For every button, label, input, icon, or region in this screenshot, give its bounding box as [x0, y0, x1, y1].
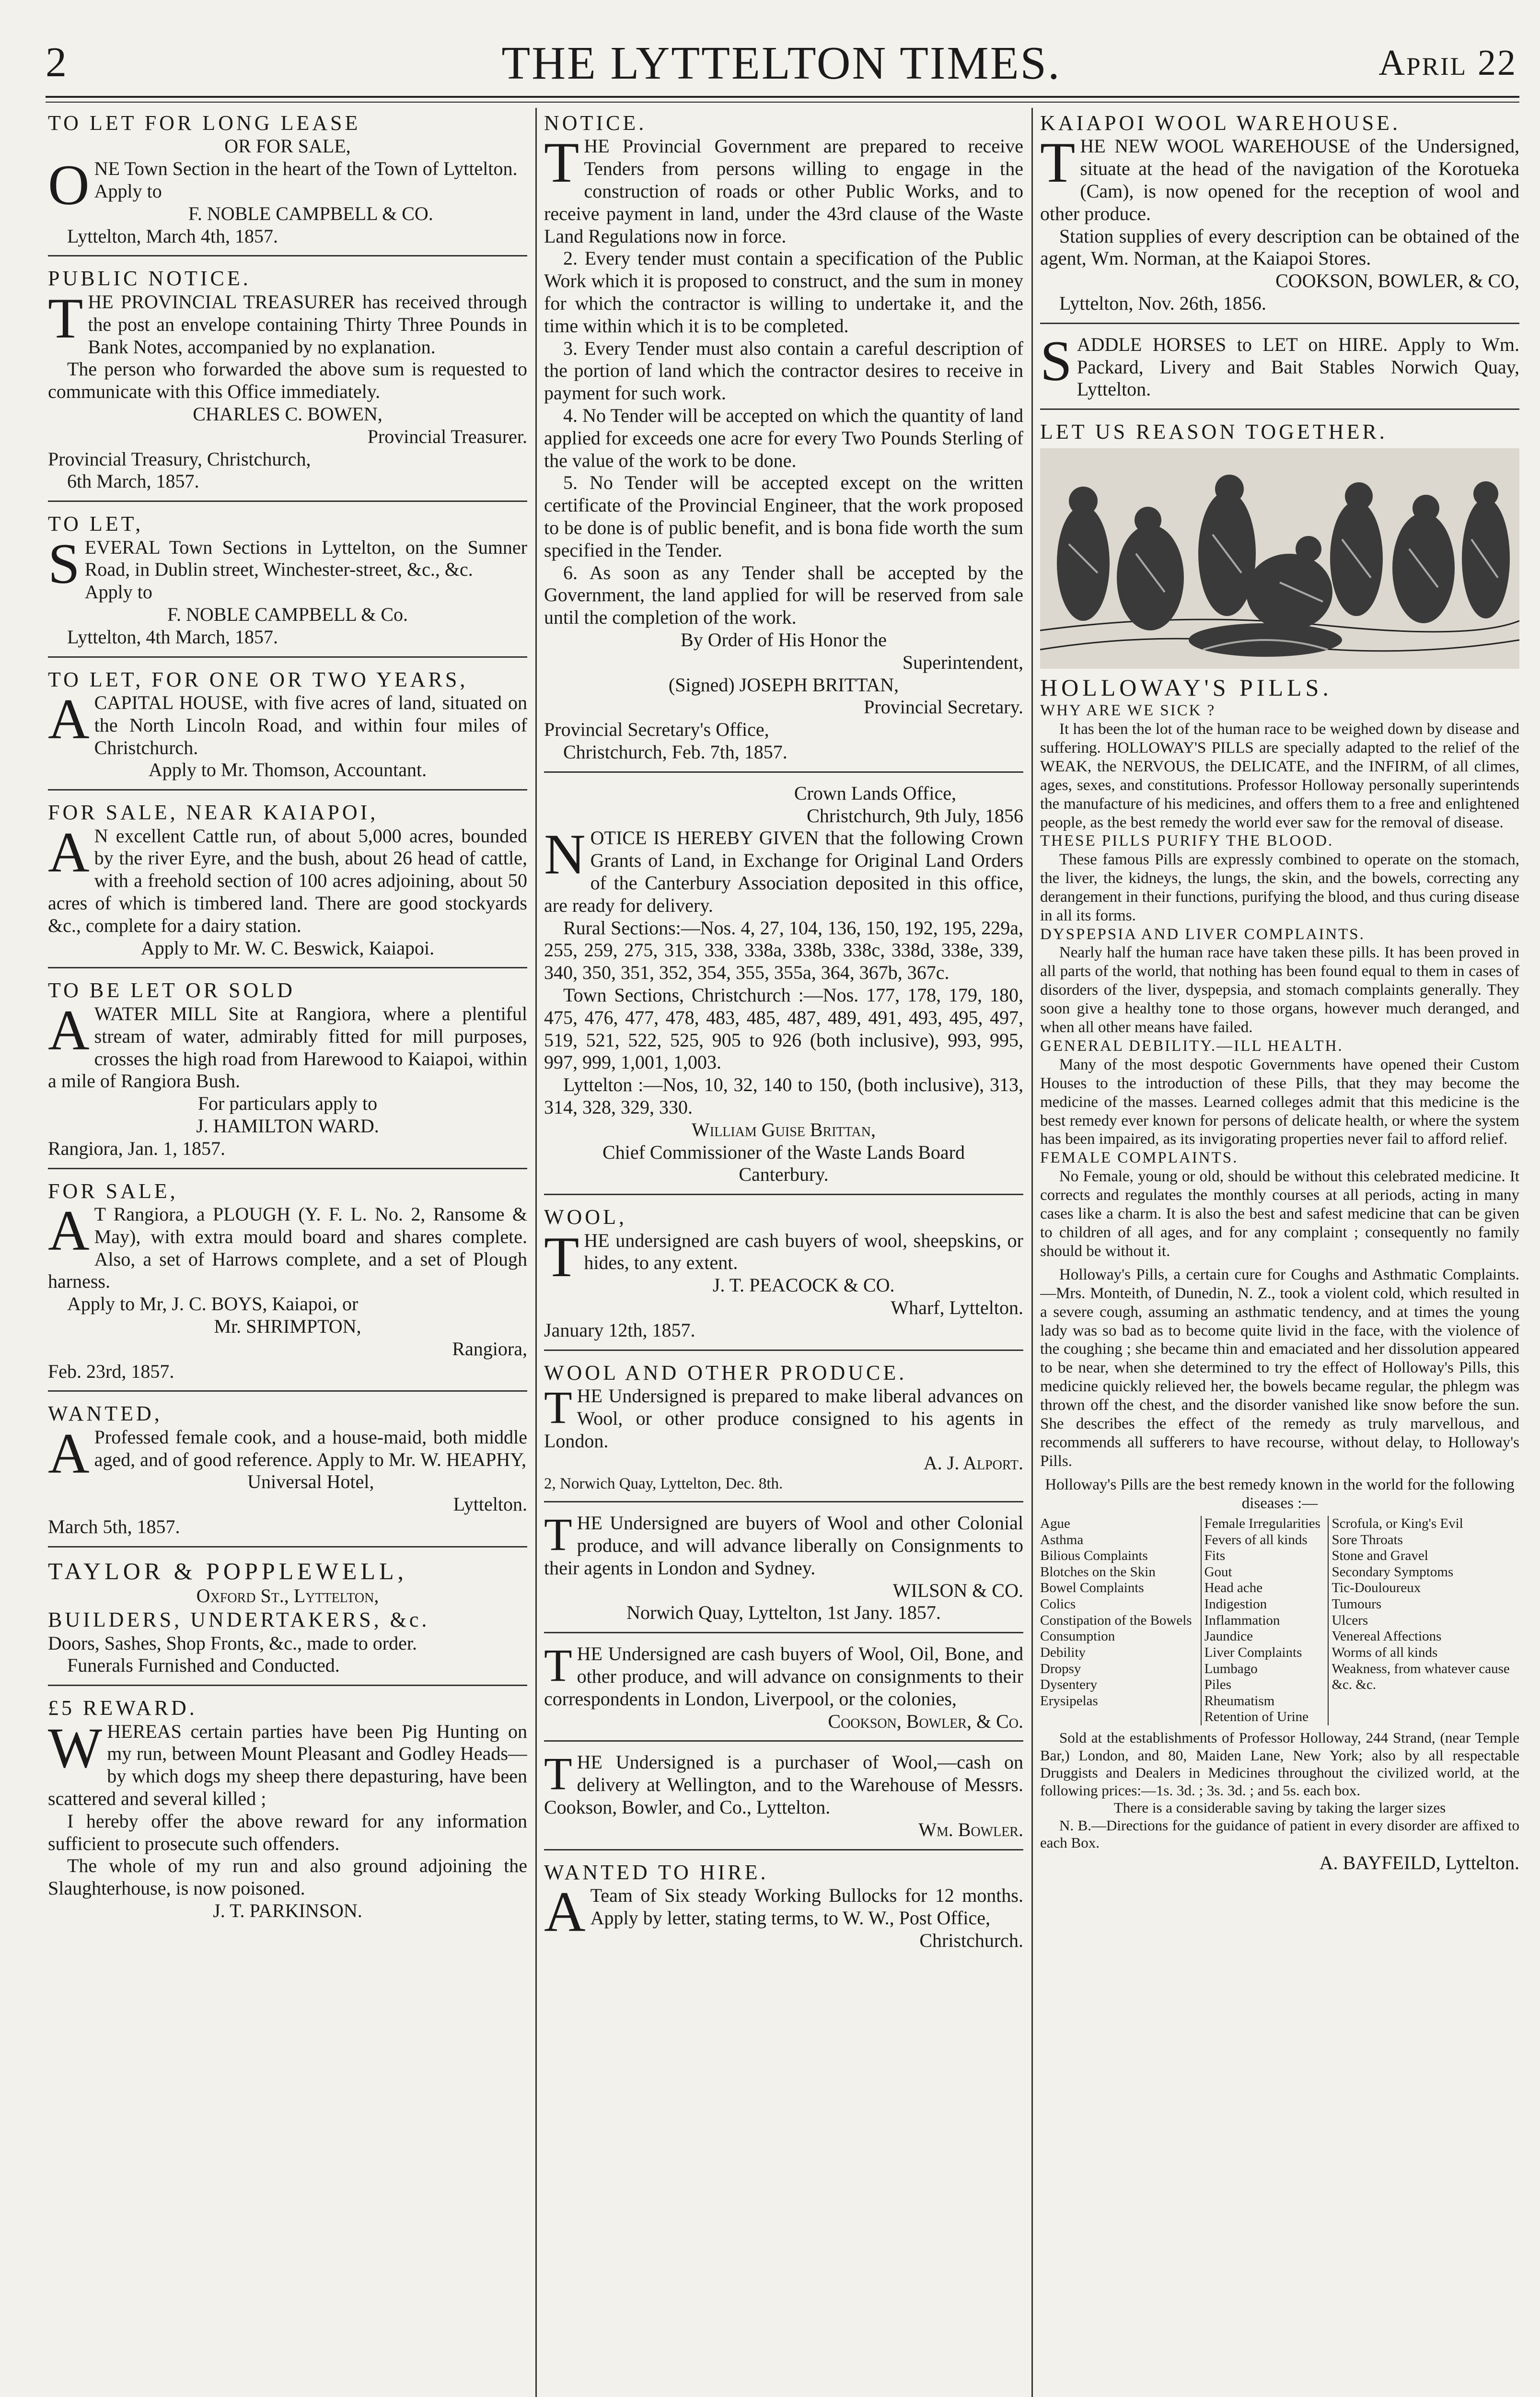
ad-signature: (Signed) JOSEPH BRITTAN,	[668, 674, 899, 696]
ad-heading: WOOL,	[544, 1205, 627, 1229]
ad-public-notice	[48, 263, 527, 502]
ad-date: 6th March, 1857.	[67, 470, 199, 492]
ad-heading: WANTED,	[48, 1402, 162, 1426]
ad-reward	[48, 1693, 527, 1930]
column-3	[1040, 108, 1519, 2397]
disease-item: Constipation of the Bowels	[1040, 1612, 1192, 1628]
ad-signature: Christchurch.	[919, 1929, 1023, 1951]
ad-subheading: OR FOR SALE,	[224, 135, 351, 157]
ad-signature: J. T. PARKINSON.	[213, 1900, 362, 1921]
drop-cap: O	[48, 153, 90, 217]
sold-at-text: Sold at the establishments of Professor Holloway, 244 Strand, (near Temple Bar,) London, and 80, Maiden Lane, New York; also by all respectable Druggists and Dealers in Medicines throughout the civilized world, at the following prices:—1s. 3d. ; 3s. 3d. ; and 5s. each box.	[1040, 1729, 1519, 1799]
ad-cattle-run	[48, 797, 527, 968]
ad-signature: A. BAYFEILD, Lyttelton.	[1319, 1852, 1519, 1874]
ad-clause-2: 2. Every tender must contain a specification of the Public Work which it is proposed to construct, and the sum in money for which the contractor is willing to undertake it, and the time within which it is to be completed.	[544, 247, 1023, 337]
ad-date: Norwich Quay, Lyttelton, 1st Jany. 1857.	[626, 1602, 941, 1624]
ad-crown-lands	[544, 780, 1023, 1195]
disease-item: Consumption	[1040, 1629, 1115, 1644]
disease-item: Indigestion	[1204, 1596, 1267, 1612]
ad-long-lease	[48, 108, 527, 256]
ad-tenders-notice	[544, 108, 1023, 773]
disease-item: Head ache	[1204, 1580, 1263, 1596]
ad-heading: FOR SALE,	[48, 1179, 178, 1203]
ad-wanted-cook	[48, 1398, 527, 1547]
disease-item: Worms of all kinds	[1332, 1644, 1438, 1660]
ad-signature-place: Canterbury.	[739, 1164, 829, 1186]
ad-body: THE NEW WOOL WAREHOUSE of the Undersigned, situate at the head of the navigation of the Korotueka (Cam), is now opened for the reception of wool and other produce.	[1040, 130, 1519, 224]
masthead-rule-thin	[46, 102, 1519, 103]
ad-heading: TO LET,	[48, 512, 144, 536]
ad-cookson-bowler	[544, 1640, 1023, 1742]
ad-body: THE undersigned are cash buyers of wool, sheepskins, or hides, to any extent.	[544, 1224, 1023, 1289]
diseases-column-3	[1328, 1516, 1519, 1725]
ad-date: January 12th, 1857.	[544, 1319, 695, 1341]
ad-date: Lyttelton, March 4th, 1857.	[67, 225, 278, 247]
ad-date: Christchurch, Feb. 7th, 1857.	[563, 741, 787, 763]
diseases-table	[1040, 1516, 1519, 1725]
disease-item: Venereal Affections	[1332, 1629, 1442, 1644]
ad-plough	[48, 1176, 527, 1392]
ad-heading: TO LET FOR LONG LEASE	[48, 111, 361, 135]
ad-signature: F. NOBLE CAMPBELL & Co.	[167, 603, 408, 625]
ad-body-2: I hereby offer the above reward for any information sufficient to prosecute such offenders.	[48, 1810, 527, 1854]
section-text: These famous Pills are expressly combined to operate on the stomach, the liver, the kidneys, the lungs, the skin, and the bowels, correcting any derangement in their functions, purifying the blood, and thus curing disease in all its forms.	[1040, 851, 1519, 924]
ad-kaiapoi-warehouse	[1040, 108, 1519, 324]
ad-body: Doors, Sashes, Shop Fronts, &c., made to order.	[48, 1632, 417, 1654]
ad-apply: For particulars apply to	[197, 1093, 378, 1115]
disease-item: Weakness, from whatever cause	[1332, 1661, 1510, 1676]
ad-holloways-pills	[1040, 417, 1519, 1882]
disease-item: Scrofula, or King's Evil	[1332, 1515, 1463, 1531]
masthead	[46, 34, 1517, 101]
ad-heading-2: HOLLOWAY'S PILLS.	[1040, 674, 1332, 701]
ad-trade: BUILDERS, UNDERTAKERS, &c.	[48, 1608, 430, 1632]
ad-clause-6: 6. As soon as any Tender shall be accepted by the Government, the land applied for will be reserved from sale until the completion of the work.	[544, 561, 1023, 628]
ad-signature: Cookson, Bowler, & Co.	[828, 1710, 1023, 1732]
ad-wool-produce	[544, 1358, 1023, 1503]
ad-apply: Apply to	[84, 581, 152, 603]
disease-item: Fevers of all kinds	[1204, 1532, 1308, 1548]
ad-taylor-popplewell	[48, 1554, 527, 1686]
ad-body: THE Undersigned is a purchaser of Wool,—cash on delivery at Wellington, and to the Warehouse of Messrs. Cookson, Bowler, and Co., Lyttelton.	[544, 1748, 1023, 1818]
column-rule-1	[535, 108, 537, 2397]
section-heading: THESE PILLS PURIFY THE BLOOD.	[1040, 832, 1334, 850]
disease-item: Piles	[1204, 1677, 1231, 1693]
ad-signature: J. T. PEACOCK & CO.	[712, 1274, 895, 1296]
ad-clause-5: 5. No Tender will be accepted except on the written certificate of the Provincial Engineer, that the work proposed to be done is of public benefit, and is bona fide worth the sum specified in the Tender.	[544, 472, 1023, 561]
disease-item: Liver Complaints	[1204, 1644, 1302, 1660]
ad-signature-title: Chief Commissioner of the Waste Lands Board	[602, 1141, 965, 1163]
section-heading: WHY ARE WE SICK ?	[1040, 702, 1216, 720]
disease-item: Rheumatism	[1204, 1693, 1275, 1709]
ad-body: SEVERAL Town Sections in Lyttelton, on the Sumner Road, in Dublin street, Winchester-street, &c., &c.	[48, 531, 527, 595]
ad-heading: LET US REASON TOGETHER.	[1040, 420, 1388, 444]
ad-body: ONE Town Section in the heart of the Town of Lyttelton.	[48, 153, 518, 217]
ad-heading: WOOL AND OTHER PRODUCE.	[544, 1361, 907, 1385]
ad-body-2: Funerals Furnished and Conducted.	[67, 1654, 340, 1676]
disease-item: Gout	[1204, 1564, 1232, 1580]
section-text: It has been the lot of the human race to be weighed down by disease and suffering. HOLLOWAY'S PILLS are specially adapted to the relief of the WEAK, the NERVOUS, the DELICATE, and the INFIRM, of all climes, ages, sexes, and constitutions. Professor Holloway personally superintends the manufacture of his medicines, and offers them to a free and enlightened people, as the best remedy the world ever saw for the removal of disease.	[1040, 720, 1519, 831]
disease-item: Blotches on the Skin	[1040, 1564, 1156, 1580]
ad-heading: NOTICE.	[544, 111, 647, 135]
ad-clause-4: 4. No Tender will be accepted on which the quantity of land applied for exceeds one acre for every Two Pounds Sterling of the value of the work to be done.	[544, 405, 1023, 471]
ad-date: Feb. 23rd, 1857.	[48, 1360, 174, 1382]
ad-body: THE Undersigned are cash buyers of Wool, Oil, Bone, and other produce, and will advance on consignments to their correspondents in London, Liverpool, or the colonies,	[544, 1640, 1023, 1710]
ad-signature: Universal Hotel,	[247, 1471, 374, 1493]
ad-apply: Apply to Mr, J. C. BOYS, Kaiapoi, or	[67, 1293, 359, 1315]
ad-apply: Apply to Mr. W. C. Beswick, Kaiapoi.	[140, 937, 435, 959]
disease-item: Fits	[1204, 1548, 1226, 1564]
disease-item: &c. &c.	[1332, 1677, 1377, 1693]
section-text: No Female, young or old, should be without this celebrated medicine. It corrects and regulates the monthly courses at all periods, acting in many cases like a charm. It is also the best and safest medicine that can be given to children of all ages, and for any complaint ; consequently no family should be without it.	[1040, 1168, 1519, 1260]
diseases-intro: Holloway's Pills are the best remedy known in the world for the following diseases :—	[1045, 1476, 1515, 1512]
ad-town-sections: Town Sections, Christchurch :—Nos. 177, 178, 179, 180, 475, 476, 477, 478, 483, 485, 487, 489, 491, 493, 495, 497, 519, 521, 522, 525, 905 to 926 (both inclusive), 993, 995, 997, 999, 1,001, 1,003.	[544, 984, 1023, 1073]
ad-apply: Apply to Mr. Thomson, Accountant.	[148, 759, 427, 781]
ad-body: THE Undersigned are buyers of Wool and other Colonial produce, and will advance liberally on Consignments to their agents in London and Sydney.	[544, 1509, 1023, 1579]
ad-signature: WILSON & CO.	[892, 1579, 1023, 1601]
ad-date: Christchurch, 9th July, 1856	[807, 804, 1023, 826]
ad-body-2: Station supplies of every description can be obtained of the agent, Wm. Norman, at the Kaiapoi Stores.	[1040, 225, 1519, 269]
ad-signature: J. HAMILTON WARD.	[196, 1115, 379, 1137]
column-1	[48, 108, 527, 2397]
ad-date: Lyttelton, 4th March, 1857.	[67, 626, 278, 648]
ad-heading: WANTED TO HIRE.	[544, 1860, 769, 1884]
section-text: Many of the most despotic Governments have opened their Custom Houses to the introduction of these Pills, that they may become the medicine of the masses. Learned colleges admit that this medicine is the best remedy ever known for persons of delicate health, or where the system has been impaired, as its invigorating properties never fail to afford relief.	[1040, 1056, 1519, 1148]
ad-address: Oxford St., Lyttelton,	[196, 1585, 379, 1607]
ad-signature-title: Provincial Secretary.	[864, 696, 1023, 718]
ad-body: WHEREAS certain parties have been Pig Hunting on my run, between Mount Pleasant and Godley Heads—by which dogs my sheep there depasturing, have been scattered and several killed ;	[48, 1715, 527, 1810]
section-heading: GENERAL DEBILITY.—ILL HEALTH.	[1040, 1037, 1343, 1055]
disease-item: Dropsy	[1040, 1661, 1081, 1676]
disease-item: Colics	[1040, 1596, 1076, 1612]
ad-signature: A. J. Alport.	[923, 1452, 1023, 1474]
ad-heading: TAYLOR & POPPLEWELL,	[48, 1557, 407, 1584]
ad-body: A Professed female cook, and a house-maid, both middle aged, and of good reference. Apply to Mr. W. HEAPHY,	[48, 1421, 527, 1485]
directions-note: N. B.—Directions for the guidance of patient in every disorder are affixed to each Box.	[1040, 1816, 1519, 1851]
ad-place: Provincial Treasury, Christchurch,	[48, 448, 311, 470]
ad-clause-3: 3. Every Tender must also contain a careful description of the portion of land which the contractor desires to receive in payment for such work.	[544, 337, 1023, 404]
newspaper-title: THE LYTTELTON TIMES.	[501, 37, 1061, 89]
ad-signature-title: Provincial Treasurer.	[367, 425, 527, 447]
disease-item: Ague	[1040, 1515, 1070, 1531]
ad-signature-place: Wharf, Lyttelton.	[891, 1296, 1023, 1318]
ad-signature: F. NOBLE CAMPBELL & CO.	[188, 202, 433, 224]
issue-date: April 22	[1378, 43, 1517, 83]
disease-item: Asthma	[1040, 1532, 1084, 1548]
ad-rural-sections: Rural Sections:—Nos. 4, 27, 104, 136, 150, 192, 195, 229a, 255, 259, 275, 315, 338, 338a, 338b, 338c, 338d, 338e, 339, 340, 350, 351, 352, 354, 355, 355a, 364, 367b, 367c.	[544, 917, 1023, 984]
ad-signature-place: Lyttelton.	[453, 1493, 527, 1515]
ad-apply: Apply to	[94, 180, 162, 202]
engraving-illustration	[1040, 448, 1519, 669]
section-text: Nearly half the human race have taken these pills. It has been proved in all parts of the world, that nothing has been found equal to them in cases of disorders of the liver, dyspepsia, and stomach complaints generally. They soon give a healthy tone to those organs, however much deranged, and when all other means have failed.	[1040, 944, 1519, 1036]
testimonial-text: Holloway's Pills, a certain cure for Coughs and Asthmatic Complaints.—Mrs. Monteith, of Dunedin, N. Z., took a violent cold, which resulted in a severe cough, assuming an asthmatic tendency, and at times the young lady was so bad as to become quite livid in the face, with the violence of the coughing ; she became thin and emaciated and her dissolution appeared to be near, when she determined to try the effect of Holloway's Pills, this medicine quickly relieved her, the bowels became regular, the phlegm was thrown off the chest, and the disorder vanished like snow before the sun. She describes the effect of the remedy as truly marvellous, and recommends all sufferers to have recourse, without delay, to Holloway's Pills.	[1040, 1266, 1519, 1470]
disease-item: Lumbago	[1204, 1661, 1258, 1676]
disease-item: Bilious Complaints	[1040, 1548, 1148, 1564]
ad-body-2: The person who forwarded the above sum is requested to communicate with this Office immediately.	[48, 358, 527, 403]
ad-body: THE Provincial Government are prepared to receive Tenders from persons willing to engage in the construction of roads or other Public Works, and to receive payment in land, under the 43rd clause of the Waste Land Regulations now in force.	[544, 130, 1023, 247]
section-heading: DYSPEPSIA AND LIVER COMPLAINTS.	[1040, 925, 1365, 943]
diseases-column-2	[1201, 1516, 1329, 1725]
ad-signature: COOKSON, BOWLER, & CO,	[1275, 270, 1519, 292]
ad-heading: TO LET, FOR ONE OR TWO YEARS,	[48, 667, 468, 691]
disease-item: Secondary Symptoms	[1332, 1564, 1454, 1580]
ad-bowler	[544, 1748, 1023, 1850]
ad-signature: CHARLES C. BOWEN,	[193, 403, 382, 425]
disease-item: Erysipelas	[1040, 1693, 1098, 1709]
section-heading: FEMALE COMPLAINTS.	[1040, 1149, 1239, 1167]
masthead-rule	[46, 96, 1519, 98]
ad-capital-house	[48, 664, 527, 791]
ad-body: ACAPITAL HOUSE, with five acres of land, situated on the North Lincoln Road, and within four miles of Christchurch.	[48, 687, 527, 758]
ad-place: Provincial Secretary's Office,	[544, 719, 769, 741]
diseases-column-1	[1040, 1516, 1201, 1725]
ad-signature-place: Rangiora,	[452, 1338, 527, 1360]
ad-date: Rangiora, Jan. 1, 1857.	[48, 1137, 225, 1159]
ad-to-let-sections	[48, 509, 527, 657]
ad-body: THE Undersigned is prepared to make liberal advances on Wool, or other produce consigned to his agents in London.	[544, 1382, 1023, 1452]
disease-item: Stone and Gravel	[1332, 1548, 1428, 1564]
ad-body: A N excellent Cattle run, of about 5,000 acres, bounded by the river Eyre, and the bush, about 26 head of cattle, with a freehold section of 100 acres adjoining, about 50 acres of which is timbered land. There are good stockyards &c., complete for a dairy station.	[48, 820, 527, 936]
ad-order-line: By Order of His Honor the	[681, 629, 887, 651]
disease-item: Tic-Douloureux	[1332, 1580, 1421, 1596]
ad-heading: PUBLIC NOTICE.	[48, 267, 251, 291]
column-2	[544, 108, 1023, 2397]
ad-order-line-2: Superintendent,	[902, 651, 1023, 673]
ad-body: NOTICE IS HEREBY GIVEN that the following Crown Grants of Land, in Exchange for Original Land Orders of the Canterbury Association deposited in this office, are ready for delivery.	[544, 822, 1023, 916]
ad-signature: William Guise Brittan,	[692, 1118, 876, 1140]
disease-item: Sore Throats	[1332, 1532, 1403, 1548]
ad-signature: Wm. Bowler.	[918, 1818, 1023, 1840]
ad-body-3: The whole of my run and also ground adjoining the Slaughterhouse, is now poisoned.	[48, 1855, 527, 1899]
disease-item: Female Irregularities	[1204, 1515, 1320, 1531]
disease-item: Dysentery	[1040, 1677, 1098, 1693]
disease-item: Tumours	[1332, 1596, 1382, 1612]
ad-date: 2, Norwich Quay, Lyttelton, Dec. 8th.	[544, 1475, 783, 1493]
disease-item: Debility	[1040, 1644, 1086, 1660]
ad-body: SADDLE HORSES to LET on HIRE. Apply to Wm. Packard, Livery and Bait Stables Norwich Quay, Lyttelton.	[1040, 328, 1519, 400]
disease-item: Inflammation	[1204, 1612, 1280, 1628]
disease-item: Jaundice	[1204, 1629, 1253, 1644]
ad-signature: Mr. SHRIMPTON,	[214, 1315, 361, 1337]
ad-heading: FOR SALE, NEAR KAIAPOI,	[48, 801, 379, 825]
ad-saddle-horses	[1040, 328, 1519, 410]
ad-heading: £5 REWARD.	[48, 1696, 197, 1720]
ad-body: A Team of Six steady Working Bullocks for 12 months. Apply by letter, stating terms, to W. W., Post Office,	[544, 1880, 1023, 1943]
ad-date: Lyttelton, Nov. 26th, 1856.	[1059, 292, 1266, 314]
column-rule-2	[1031, 108, 1033, 2397]
ad-body: THE PROVINCIAL TREASURER has received through the post an envelope containing Thirty Three Pounds in Bank Notes, accompanied by no explanation.	[48, 286, 527, 358]
ad-water-mill	[48, 975, 527, 1169]
ad-wool-peacock	[544, 1202, 1023, 1350]
ad-body: AWATER MILL Site at Rangiora, where a plentiful stream of water, admirably fitted for mill purposes, crosses the high road from Harewood to Kaiapoi, within a mile of Rangiora Bush.	[48, 998, 527, 1092]
saving-note: There is a considerable saving by taking the larger sizes	[1113, 1799, 1446, 1816]
ad-office: Crown Lands Office,	[794, 782, 956, 804]
ad-heading: TO BE LET OR SOLD	[48, 978, 295, 1002]
ad-body: A T Rangiora, a PLOUGH (Y. F. L. No. 2, Ransome & May), with extra mould board and shares complete. Also, a set of Harrows complete, and a set of Plough harness.	[48, 1198, 527, 1292]
page-number: 2	[46, 39, 67, 86]
ad-wanted-to-hire	[544, 1857, 1023, 1960]
disease-item: Bowel Complaints	[1040, 1580, 1144, 1596]
disease-item: Retention of Urine	[1204, 1709, 1309, 1725]
ad-heading: KAIAPOI WOOL WAREHOUSE.	[1040, 111, 1401, 135]
ad-date: March 5th, 1857.	[48, 1516, 180, 1537]
ad-lyttelton-sections: Lyttelton :—Nos, 10, 32, 140 to 150, (both inclusive), 313, 314, 328, 329, 330.	[544, 1074, 1023, 1118]
disease-item: Ulcers	[1332, 1612, 1368, 1628]
ad-wilson	[544, 1509, 1023, 1633]
